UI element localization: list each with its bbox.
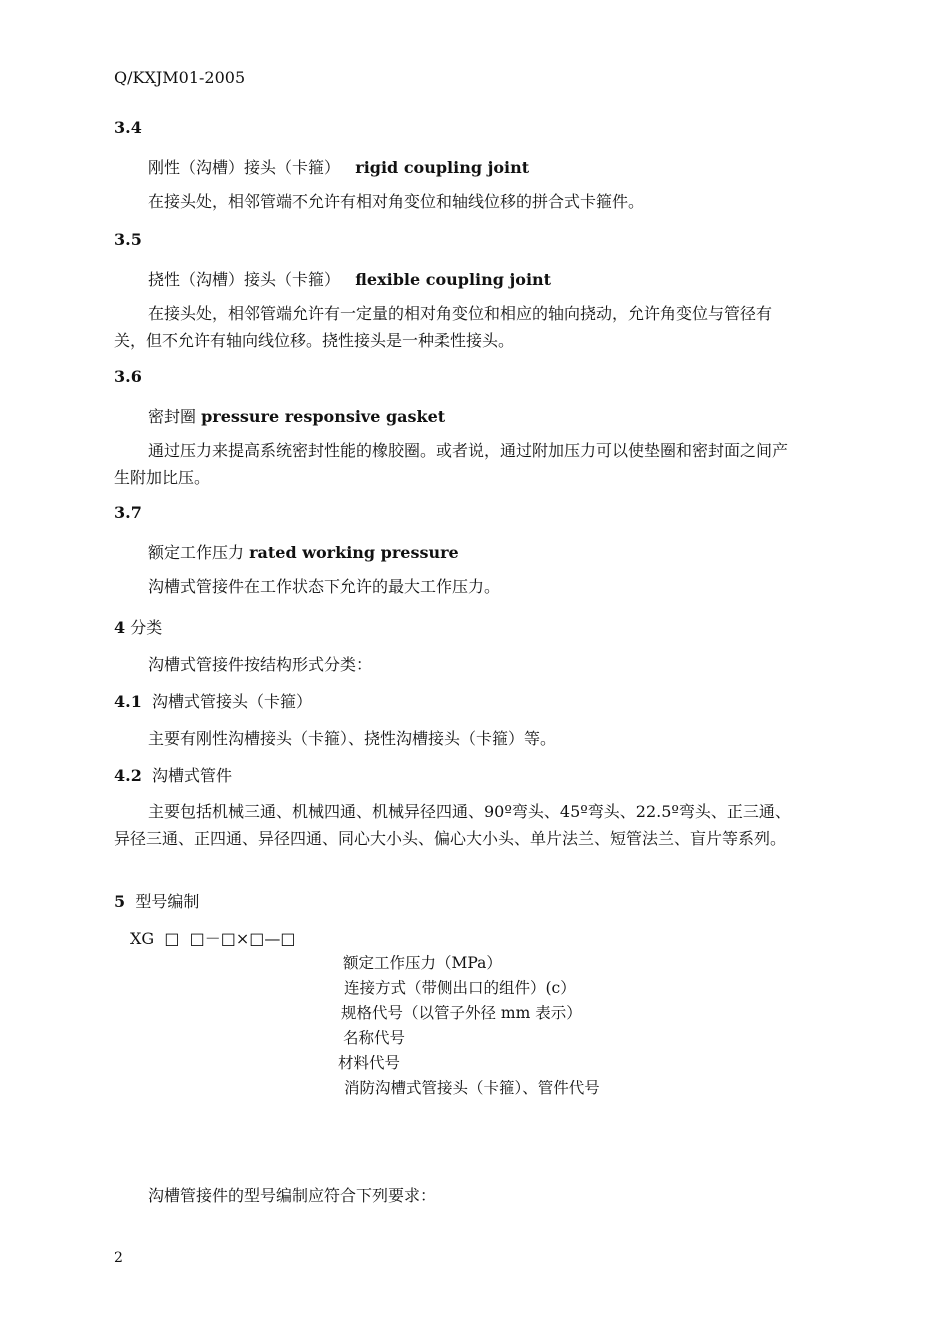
- term-en: pressure responsive gasket: [201, 407, 446, 426]
- model-requirement-text: 沟槽管接件的型号编制应符合下列要求：: [148, 1186, 437, 1205]
- term-3-7: [148, 540, 459, 563]
- definition-3-6: 通过压力来提高系统密封性能的橡胶圈。或者说，通过附加压力可以使垫圈和密封面之间产生附加比压。: [114, 441, 789, 487]
- section-number: 4.1: [114, 692, 142, 711]
- section-4-1-text: 主要有刚性沟槽接头（卡箍）、挠性沟槽接头（卡箍）等。: [148, 729, 557, 748]
- term-3-5: [148, 267, 551, 290]
- definition-3-5: 在接头处，相邻管端允许有一定量的相对角变位和相应的轴向挠动，允许角变位与管径有关，但不允许有轴向线位移。挠性接头是一种柔性接头。: [114, 304, 773, 350]
- section-number: 4: [114, 618, 126, 637]
- section-number: 4.2: [114, 766, 142, 785]
- term-cn: 刚性（沟槽）接头（卡箍）: [148, 158, 341, 177]
- code-label-material: 材料代号: [338, 1054, 401, 1072]
- section-title: 型号编制: [135, 892, 200, 911]
- term-cn: 挠性（沟槽）接头（卡箍）: [148, 270, 341, 289]
- section-4-intro: 沟槽式管接件按结构形式分类：: [148, 655, 373, 674]
- document-id: Q/KXJM01-2005: [114, 68, 246, 87]
- section-heading-5: [114, 889, 199, 912]
- section-heading-4-2: [114, 763, 232, 786]
- term-3-6: [148, 404, 445, 427]
- term-3-4: [148, 155, 529, 178]
- section-number-3-7: 3.7: [114, 503, 142, 522]
- term-cn: 密封圈: [148, 407, 197, 426]
- definition-3-4: 在接头处，相邻管端不允许有相对角变位和轴线位移的拼合式卡箍件。: [148, 192, 645, 211]
- section-heading-4: [114, 615, 162, 638]
- term-en: flexible coupling joint: [355, 270, 552, 289]
- term-cn: 额定工作压力: [148, 543, 245, 562]
- page-number: 2: [114, 1250, 123, 1266]
- definition-3-7: 沟槽式管接件在工作状态下允许的最大工作压力。: [148, 577, 501, 596]
- section-4-2-text: 主要包括机械三通、机械四通、机械异径四通、90º弯头、45º弯头、22.5º弯头、正三通、异径三通、正四通、异径四通、同心大小头、偏心大小头、单片法兰、短管法兰、盲片等系列。: [114, 802, 791, 848]
- section-number-3-4: 3.4: [114, 118, 142, 137]
- code-label-size: 规格代号（以管子外径 mm 表示）: [341, 1004, 582, 1022]
- section-title: 沟槽式管件: [152, 766, 233, 785]
- code-label-name: 名称代号: [343, 1029, 406, 1047]
- term-en: rated working pressure: [249, 543, 459, 562]
- section-number-3-6: 3.6: [114, 367, 142, 386]
- section-number-3-5: 3.5: [114, 230, 142, 249]
- section-number: 5: [114, 892, 126, 911]
- code-label-connection: 连接方式（带侧出口的组件）(c）: [344, 979, 576, 997]
- code-label-pressure: 额定工作压力（MPa）: [343, 954, 502, 972]
- term-en: rigid coupling joint: [355, 158, 530, 177]
- model-code-pattern: XG □ □－□×□—□: [130, 929, 296, 948]
- section-heading-4-1: [114, 689, 312, 712]
- section-title: 分类: [130, 618, 163, 637]
- section-title: 沟槽式管接头（卡箍）: [152, 692, 313, 711]
- code-label-product: 消防沟槽式管接头（卡箍）、管件代号: [344, 1079, 600, 1097]
